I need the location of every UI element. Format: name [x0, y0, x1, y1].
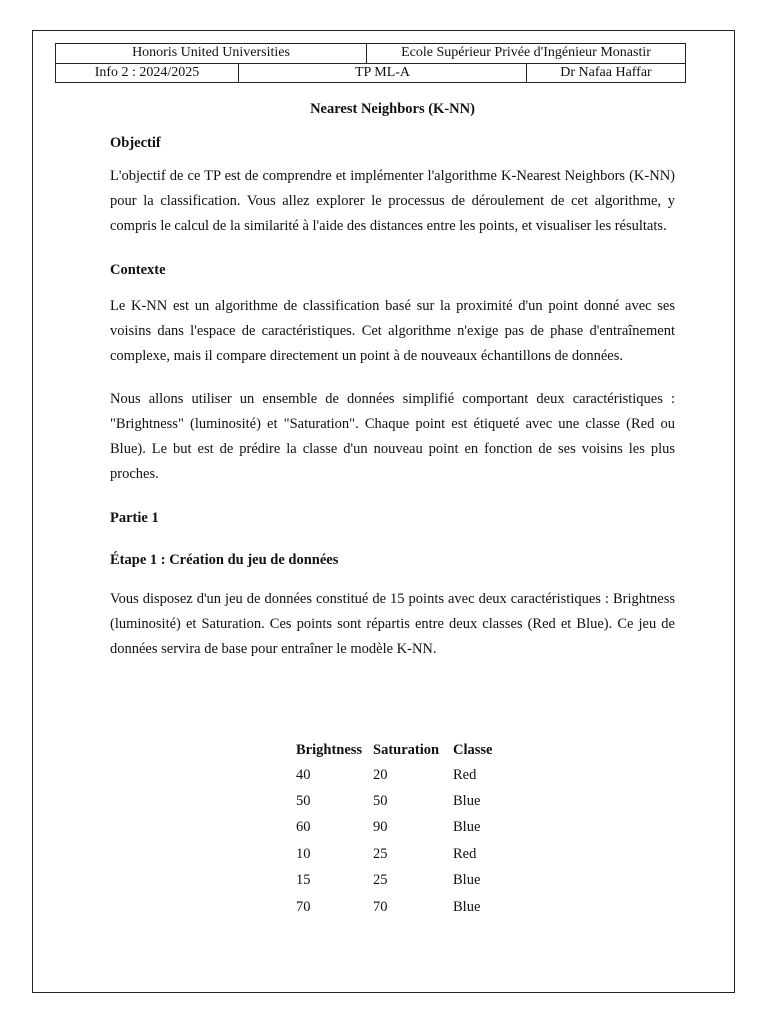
objectif-heading: Objectif: [110, 135, 161, 151]
table-row: [293, 868, 494, 894]
table-cell-saturation: 90: [373, 819, 388, 836]
dataset-table: [293, 738, 494, 920]
document-title: Nearest Neighbors (K-NN): [310, 101, 475, 117]
header-class-year: Info 2 : 2024/2025: [56, 64, 239, 82]
table-cell-saturation: 70: [373, 898, 388, 915]
table-cell-brightness: 15: [296, 872, 311, 889]
objectif-paragraph: L'objectif de ce TP est de comprendre et implémenter l'algorithme K-Nearest Neighbors (K-NN) pour la classification. Vous allez explorer le processus de déroulement de cet algorithme, y compris le calcul de la similarité à l'aide des distances entre les points, et visualiser les résultats.: [110, 168, 675, 234]
header-row-1: [55, 43, 686, 64]
table-header-brightness: Brightness: [296, 741, 363, 758]
table-row: [293, 894, 494, 920]
table-cell-brightness: 70: [296, 898, 311, 915]
table-cell-classe: Red: [453, 845, 477, 862]
header-institution: Honoris United Universities: [56, 44, 367, 63]
table-cell-classe: Blue: [453, 793, 481, 810]
contexte-paragraph-2: Nous allons utiliser un ensemble de données simplifié comportant deux caractéristiques : "Brightness" (luminosité) et "Saturation". Chaque point est étiqueté avec une classe (Red ou Blue). Le but est de prédire la classe d'un nouveau point en fonction de ses voisins les plus proches.: [110, 391, 675, 482]
etape-paragraph: Vous disposez d'un jeu de données constitué de 15 points avec deux caractéristiques : Brightness (luminosité) et Saturation. Ces points sont répartis entre deux classes (Red et Blue). Ce jeu de données servira de base pour entraîner le modèle K-NN.: [110, 591, 675, 657]
table-cell-saturation: 25: [373, 845, 388, 862]
table-cell-brightness: 50: [296, 793, 311, 810]
contexte-paragraph-1: Le K-NN est un algorithme de classification basé sur la proximité d'un point donné avec ses voisins dans l'espace de caractéristiques. Cet algorithme n'exige pas de phase d'entraînement complexe, mais il compare directement un point à de nouveaux échantillons de données.: [110, 298, 675, 364]
table-cell-classe: Blue: [453, 819, 481, 836]
document-body: [110, 100, 675, 662]
table-header-saturation: Saturation: [373, 741, 440, 758]
table-cell-saturation: 50: [373, 793, 388, 810]
contexte-heading: Contexte: [110, 262, 166, 278]
table-row: [293, 788, 494, 814]
header-course: TP ML-A: [239, 64, 527, 82]
table-cell-classe: Red: [453, 766, 477, 783]
table-row: [293, 815, 494, 841]
table-cell-classe: Blue: [453, 872, 481, 889]
header-row-2: [55, 63, 686, 83]
header-school: Ecole Supérieur Privée d'Ingénieur Monastir: [401, 45, 651, 60]
table-cell-saturation: 25: [373, 872, 388, 889]
partie-heading: Partie 1: [110, 510, 159, 526]
table-cell-brightness: 40: [296, 766, 311, 783]
table-row: [293, 841, 494, 867]
etape-heading: Étape 1 : Création du jeu de données: [110, 552, 339, 568]
table-cell-saturation: 20: [373, 766, 388, 783]
table-cell-classe: Blue: [453, 898, 481, 915]
table-header-row: [293, 738, 494, 762]
table-cell-brightness: 60: [296, 819, 311, 836]
table-cell-brightness: 10: [296, 845, 311, 862]
table-header-classe: Classe: [453, 741, 493, 758]
table-row: [293, 762, 494, 788]
header-teacher: Dr Nafaa Haffar: [560, 65, 652, 80]
